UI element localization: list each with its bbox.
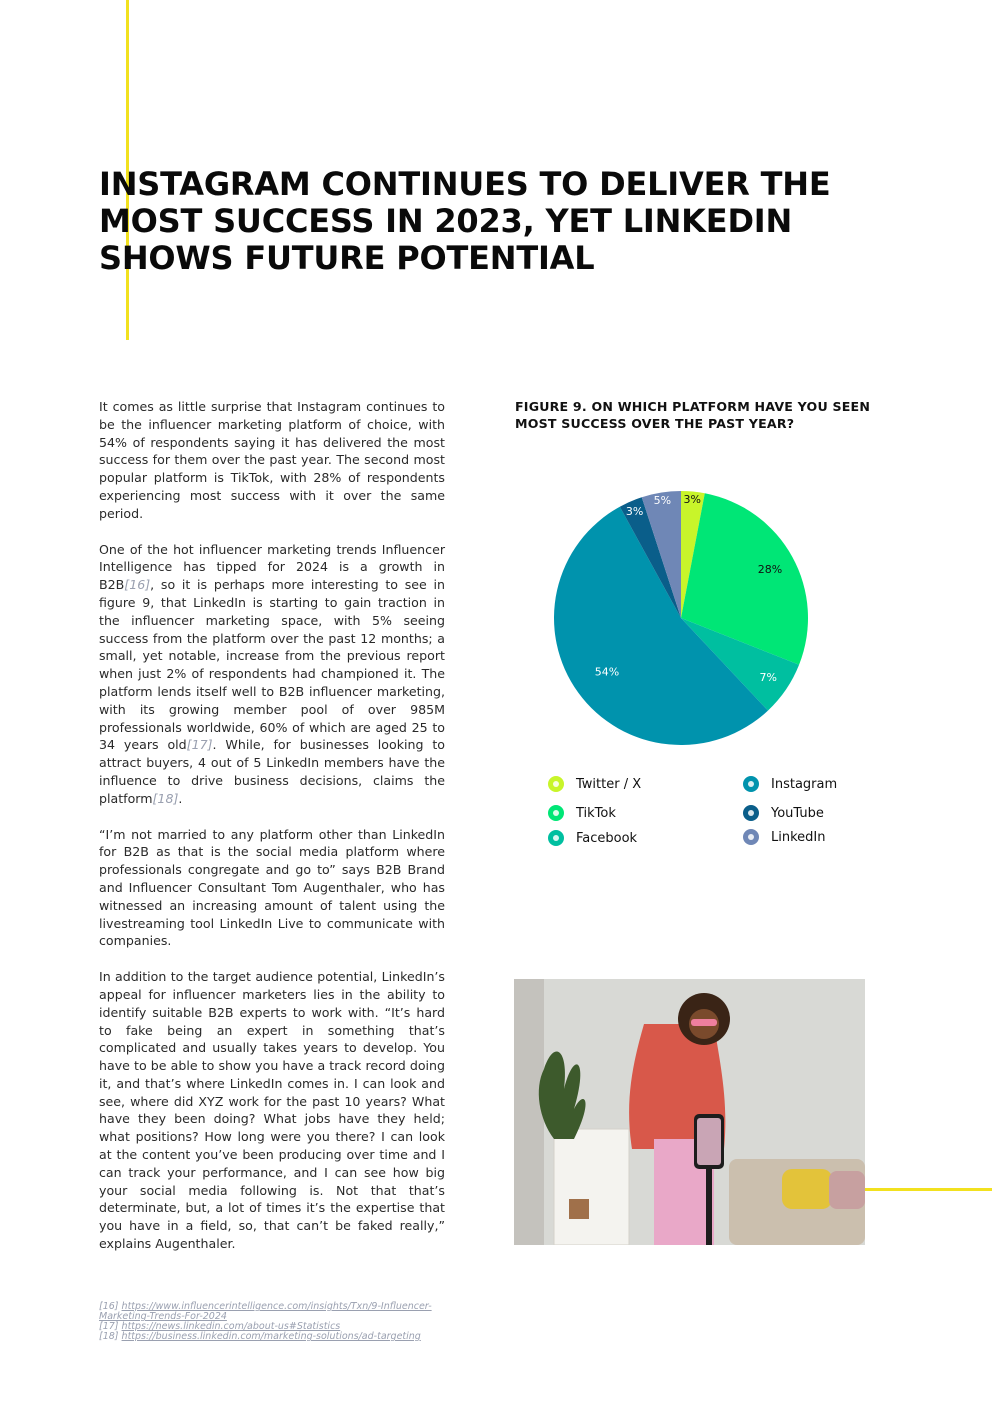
reference-17[interactable]: [17] xyxy=(186,737,213,753)
legend-dot-icon xyxy=(548,805,564,821)
legend-label: TikTok xyxy=(576,805,616,821)
influencer-photo xyxy=(514,979,865,1245)
accent-horizontal-line xyxy=(865,1188,992,1191)
footnote-link[interactable]: https://news.linkedin.com/about-us#Statistics xyxy=(121,1321,341,1332)
body-text-column xyxy=(99,398,445,1271)
photo-phone-screen xyxy=(697,1118,721,1165)
footnote-link[interactable]: https://business.linkedin.com/marketing-solutions/ad-targeting xyxy=(121,1331,421,1342)
legend-dot-icon xyxy=(548,830,564,846)
legend-item-twitter xyxy=(548,776,641,792)
pie-label: 7% xyxy=(759,671,777,685)
legend-item-tiktok xyxy=(548,805,616,821)
footnotes xyxy=(99,1302,459,1342)
photo-shelf xyxy=(554,1129,629,1245)
legend-item-linkedin xyxy=(743,829,825,845)
legend-label: Instagram xyxy=(771,776,838,792)
paragraph-1: It comes as little surprise that Instagram continues to be the influencer marketing platform of choice, with 54% of respondents saying it has delivered the most success for them over the past year. The second most popular platform is TikTok, with 28% of respondents experiencing most success with it over the same period. xyxy=(99,399,445,521)
paragraph-4: In addition to the target audience potential, LinkedIn’s appeal for influencer marketers lies in the ability to identify suitable B2B experts to work with. “It’s hard to fake being an expert in something that’s complicated and usually takes years to develop. You have to be able to show you have a track record doing it, and that’s where LinkedIn comes in. I can look and see, where did XYZ work for the past 10 years? What have they been doing? What jobs have they held; what positions? How long were you there? I can look at the content you’ve been producing over time and I can track your performance, and I can see how big your social media following is. Not that that’s determinate, but, a lot of times it’s the expertise that you have in a field, so, that can’t be faked really,” explains Augenthaler. xyxy=(99,969,445,1252)
footnote-number: [18] xyxy=(99,1331,119,1342)
photo-sunglasses xyxy=(691,1019,717,1026)
paragraph-2 xyxy=(99,541,445,808)
pie-label: 3% xyxy=(625,504,644,518)
pie-label: 5% xyxy=(653,494,672,508)
legend-label: Twitter / X xyxy=(576,776,642,792)
legend-dot-icon xyxy=(743,829,759,845)
photo-tripod xyxy=(706,1169,712,1245)
legend-label: LinkedIn xyxy=(771,829,826,845)
paragraph-2-part-c: . While, for businesses looking to attract buyers, 4 out of 5 LinkedIn members have the influence to drive business decisions, claims the platform xyxy=(99,737,445,806)
legend-label: YouTube xyxy=(771,805,824,821)
footnote-18 xyxy=(99,1332,459,1342)
legend-dot-icon xyxy=(743,805,759,821)
paragraph-2-part-b: , so it is perhaps more interesting to see in figure 9, that LinkedIn is starting to gain traction in the influencer marketing space, with 5% seeing success from the platform over the past 12 months; a small, yet notable, increase from the previous report when just 2% of respondents had championed it. The platform lends itself well to B2B influencer marketing, with its growing member pool of over 985M professionals worldwide, 60% of which are aged 25 to 34 years old xyxy=(99,577,445,753)
reference-16[interactable]: [16] xyxy=(124,577,151,593)
reference-18[interactable]: [18] xyxy=(152,790,179,806)
pie-label: 3% xyxy=(683,493,701,507)
legend-item-youtube xyxy=(743,805,824,821)
photo-yellow-pillow xyxy=(782,1169,832,1209)
pie-chart xyxy=(540,480,830,770)
paragraph-2-part-d: . xyxy=(178,790,183,806)
legend-item-instagram xyxy=(743,776,837,792)
footnote-link[interactable]: https://www.influencerintelligence.com/insights/Txn/9-Influencer-Marketing-Trends-For-2024 xyxy=(99,1301,432,1322)
photo-basket xyxy=(569,1199,589,1219)
paragraph-2-part-a: One of the hot influencer marketing trends Influencer Intelligence has tipped for 2024 is a growth in B2B xyxy=(99,541,445,593)
photo-pink-pillow xyxy=(829,1171,865,1209)
paragraph-3: “I’m not married to any platform other than LinkedIn for B2B as that is the social media platform where professionals congregate and go to” says B2B Brand and Influencer Consultant Tom Augenthaler, who has witnessed an increasing amount of talent using the livestreaming tool LinkedIn Live to communicate with companies. xyxy=(99,826,445,949)
legend-dot-icon xyxy=(548,776,564,792)
pie-label: 28% xyxy=(757,563,783,577)
pie-label: 54% xyxy=(594,665,620,679)
footnote-number: [16] xyxy=(99,1301,119,1312)
photo-illustration xyxy=(514,979,865,1245)
footnote-16 xyxy=(99,1302,459,1322)
chart-legend xyxy=(548,772,868,852)
page-title: INSTAGRAM CONTINUES TO DELIVER THE MOST SUCCESS IN 2023, YET LINKEDIN SHOWS FUTURE POTENTIAL xyxy=(99,165,831,277)
footnote-number: [17] xyxy=(99,1321,119,1332)
legend-label: Facebook xyxy=(576,830,638,846)
figure-title: FIGURE 9. ON WHICH PLATFORM HAVE YOU SEEN MOST SUCCESS OVER THE PAST YEAR? xyxy=(515,399,871,431)
legend-dot-icon xyxy=(743,776,759,792)
photo-brick-wall xyxy=(514,979,544,1245)
legend-item-facebook xyxy=(548,830,637,846)
